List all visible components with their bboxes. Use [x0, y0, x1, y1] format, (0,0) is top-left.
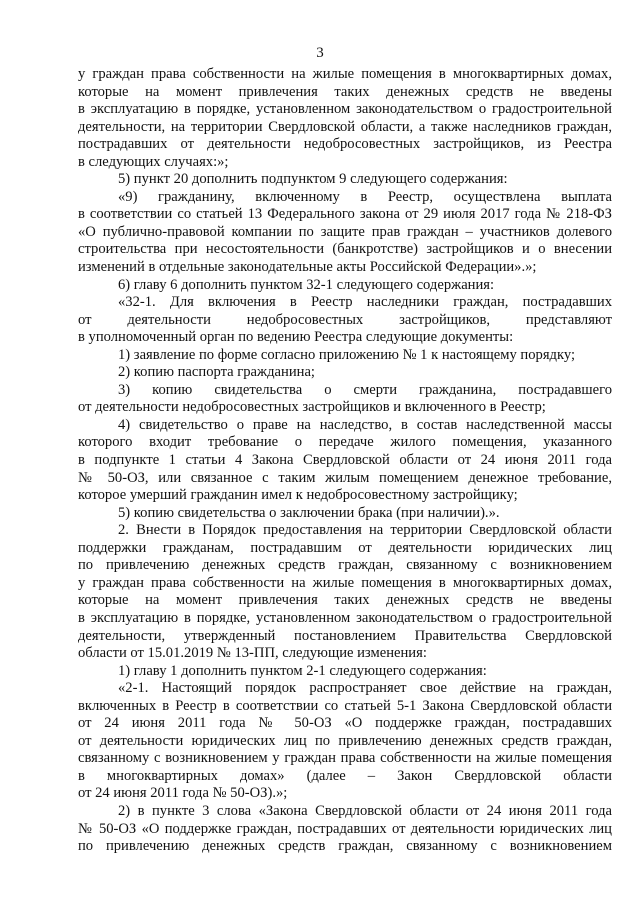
text-line: от деятельности юридических лиц по привлечению денежных средств граждан,: [78, 732, 612, 749]
text-line: от 24 июня 2011 года № 50-ОЗ).»;: [78, 785, 288, 802]
text-line: от деятельности недобросовестных застройщиков, представляют: [78, 311, 612, 328]
text-line: 2. Внести в Порядок предоставления на территории Свердловской области: [118, 522, 612, 539]
document-body: [78, 66, 612, 856]
text-line: «2-1. Настоящий порядок распространяет свое действие на граждан,: [118, 680, 612, 697]
text-line: которого входит требование о передаче жилого помещения, указанного: [78, 434, 612, 451]
text-line: 2) в пункте 3 слова «Закона Свердловской области от 24 июня 2011 года: [118, 802, 612, 819]
text-line: поддержки гражданам, пострадавшим от деятельности юридических лиц: [78, 539, 612, 556]
text-line: пострадавших от деятельности недобросовестных застройщиков, из Реестра: [78, 136, 612, 153]
text-line: включенных в Реестр в соответствии со статьей 5-1 Закона Свердловской области: [78, 697, 612, 714]
text-line: 2) копию паспорта гражданина;: [118, 364, 315, 381]
text-line: по привлечению денежных средств граждан, связанному с возникновением: [78, 557, 612, 574]
text-line: в соответствии со статьей 13 Федерального закона от 29 июля 2017 года № 218-ФЗ: [78, 206, 612, 223]
text-line: 1) заявление по форме согласно приложению № 1 к настоящему порядку;: [118, 346, 576, 363]
text-line: № 50-ОЗ «О поддержке граждан, пострадавших от деятельности юридических лиц: [78, 820, 612, 837]
text-line: по привлечению денежных средств граждан, связанному с возникновением: [78, 838, 612, 855]
text-line: № 50-ОЗ, или связанное с таким жилым помещением денежное требование,: [78, 469, 612, 486]
text-line: в эксплуатацию в порядке, установленном законодательством о градостроительной: [78, 609, 612, 626]
text-line: в следующих случаях:»;: [78, 153, 229, 170]
text-line: в эксплуатацию в порядке, установленном законодательством о градостроительной: [78, 101, 612, 118]
text-line: 3) копию свидетельства о смерти гражданина, пострадавшего: [118, 381, 612, 398]
text-line: «32-1. Для включения в Реестр наследники граждан, пострадавших: [118, 294, 612, 311]
text-line: в подпункте 1 статьи 4 Закона Свердловской области от 24 июня 2011 года: [78, 452, 612, 469]
text-line: «9) гражданину, включенному в Реестр, осуществлена выплата: [118, 188, 612, 205]
text-line: у граждан права собственности на жилые помещения в многоквартирных домах,: [78, 574, 612, 591]
text-line: 5) пункт 20 дополнить подпунктом 9 следующего содержания:: [118, 171, 508, 188]
text-line: в многоквартирных домах» (далее – Закон Свердловской области: [78, 767, 612, 784]
text-line: строительства при несостоятельности (банкротстве) застройщиков и о внесении: [78, 241, 612, 258]
text-line: от 24 июня 2011 года № 50-ОЗ «О поддержке граждан, пострадавших: [78, 715, 612, 732]
text-line: связанному с возникновением у граждан права собственности на жилые помещения: [78, 750, 612, 767]
text-line: 5) копию свидетельства о заключении брака (при наличии).».: [118, 504, 500, 521]
text-line: от деятельности недобросовестных застройщиков и включенного в Реестр;: [78, 399, 546, 416]
text-line: которые на момент привлечения таких денежных средств не введены: [78, 592, 612, 609]
text-line: деятельности, утвержденный постановлением Правительства Свердловской: [78, 627, 612, 644]
text-line: 4) свидетельство о праве на наследство, в состав наследственной массы: [118, 416, 612, 433]
text-line: 6) главу 6 дополнить пунктом 32-1 следующего содержания:: [118, 276, 495, 293]
text-line: «О публично-правовой компании по защите прав граждан – участников долевого: [78, 223, 612, 240]
page-number: 3: [316, 45, 324, 61]
text-line: которые на момент привлечения таких денежных средств не введены: [78, 83, 612, 100]
text-line: области от 15.01.2019 № 13-ПП, следующие изменения:: [78, 645, 427, 662]
text-line: у граждан права собственности на жилые помещения в многоквартирных домах,: [78, 66, 612, 82]
text-line: деятельности, на территории Свердловской области, а также наследников граждан,: [78, 118, 612, 135]
text-line: изменений в отдельные законодательные акты Российской Федерации».»;: [78, 259, 537, 276]
text-line: 1) главу 1 дополнить пунктом 2-1 следующего содержания:: [118, 662, 487, 679]
text-line: в уполномоченный орган по ведению Реестра следующие документы:: [78, 329, 514, 346]
text-line: которое умерший гражданин имел к недобросовестному застройщику;: [78, 487, 518, 504]
